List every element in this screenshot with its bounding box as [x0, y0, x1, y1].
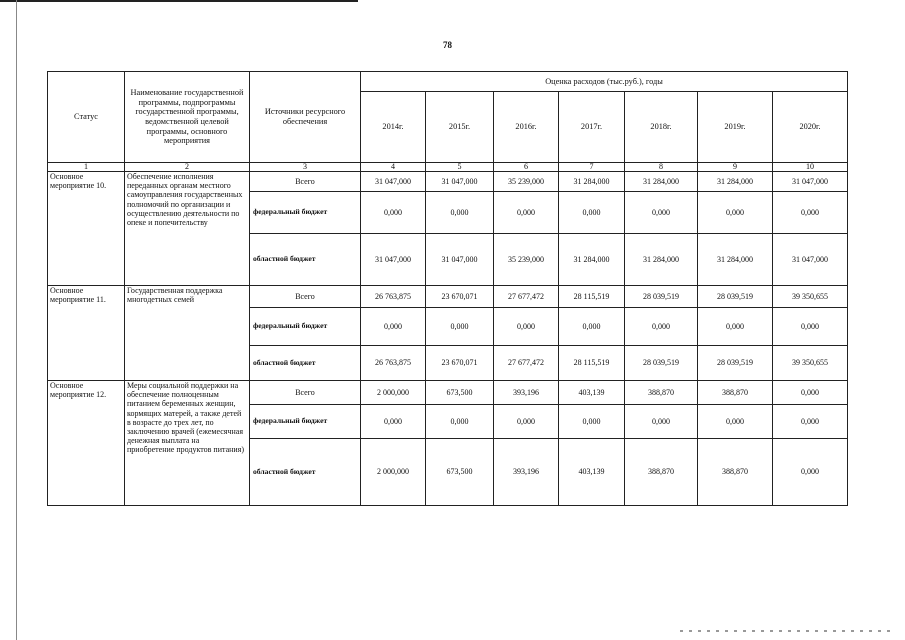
status-cell: Основное мероприятие 10. — [48, 172, 125, 286]
name-cell: Обеспечение исполнения переданных органам местного самоуправления государственных полномочий по организации и осуществлению деятельности по опеке и попечительству — [125, 172, 250, 286]
value-cell: 31 047,000 — [773, 234, 848, 286]
scan-edge-top — [0, 0, 358, 2]
header-year: 2020г. — [773, 92, 848, 163]
header-name: Наименование государственной программы, подпрограммы государственной программы, ведомственной целевой программы, основного мероприятия — [125, 72, 250, 163]
value-cell: 0,000 — [773, 381, 848, 405]
value-cell: 0,000 — [773, 308, 848, 346]
value-cell: 26 763,875 — [361, 286, 426, 308]
column-number: 4 — [361, 163, 426, 172]
value-cell: 28 039,519 — [698, 286, 773, 308]
value-cell: 403,139 — [559, 381, 625, 405]
value-cell: 28 039,519 — [625, 286, 698, 308]
column-number: 1 — [48, 163, 125, 172]
column-number: 7 — [559, 163, 625, 172]
table-row — [48, 172, 848, 192]
table-row — [48, 381, 848, 405]
value-cell: 31 047,000 — [773, 172, 848, 192]
column-number-row — [48, 163, 848, 172]
value-cell: 388,870 — [625, 439, 698, 506]
value-cell: 0,000 — [494, 405, 559, 439]
value-cell: 0,000 — [625, 405, 698, 439]
value-cell: 0,000 — [361, 308, 426, 346]
header-year: 2018г. — [625, 92, 698, 163]
value-cell: 31 284,000 — [559, 234, 625, 286]
value-cell: 35 239,000 — [494, 172, 559, 192]
header-estimate: Оценка расходов (тыс.руб.), годы — [361, 72, 848, 92]
value-cell: 403,139 — [559, 439, 625, 506]
column-number: 8 — [625, 163, 698, 172]
header-year: 2014г. — [361, 92, 426, 163]
value-cell: 26 763,875 — [361, 346, 426, 381]
value-cell: 31 284,000 — [625, 172, 698, 192]
value-cell: 35 239,000 — [494, 234, 559, 286]
value-cell: 39 350,655 — [773, 346, 848, 381]
name-cell: Государственная поддержка многодетных семей — [125, 286, 250, 381]
value-cell: 28 039,519 — [698, 346, 773, 381]
value-cell: 0,000 — [494, 308, 559, 346]
scan-noise — [680, 630, 890, 632]
header-year: 2019г. — [698, 92, 773, 163]
header-sources: Источники ресурсного обеспечения — [250, 72, 361, 163]
value-cell: 28 039,519 — [625, 346, 698, 381]
source-cell: Всего — [250, 286, 361, 308]
value-cell: 0,000 — [494, 192, 559, 234]
header-status: Статус — [48, 72, 125, 163]
scan-edge-left — [16, 0, 17, 640]
value-cell: 2 000,000 — [361, 381, 426, 405]
value-cell: 0,000 — [625, 308, 698, 346]
column-number: 5 — [426, 163, 494, 172]
value-cell: 28 115,519 — [559, 346, 625, 381]
value-cell: 0,000 — [426, 405, 494, 439]
header-year: 2016г. — [494, 92, 559, 163]
value-cell: 673,500 — [426, 439, 494, 506]
status-cell: Основное мероприятие 11. — [48, 286, 125, 381]
header-year: 2015г. — [426, 92, 494, 163]
value-cell: 0,000 — [559, 192, 625, 234]
source-cell: федеральный бюджет — [250, 192, 361, 234]
value-cell: 388,870 — [698, 381, 773, 405]
source-cell: федеральный бюджет — [250, 308, 361, 346]
column-number: 6 — [494, 163, 559, 172]
value-cell: 0,000 — [773, 405, 848, 439]
value-cell: 0,000 — [361, 192, 426, 234]
source-cell: областной бюджет — [250, 439, 361, 506]
value-cell: 31 047,000 — [426, 234, 494, 286]
source-cell: Всего — [250, 381, 361, 405]
source-cell: федеральный бюджет — [250, 405, 361, 439]
source-cell: Всего — [250, 172, 361, 192]
source-cell: областной бюджет — [250, 346, 361, 381]
value-cell: 23 670,071 — [426, 286, 494, 308]
value-cell: 0,000 — [698, 405, 773, 439]
value-cell: 673,500 — [426, 381, 494, 405]
value-cell: 2 000,000 — [361, 439, 426, 506]
value-cell: 0,000 — [698, 192, 773, 234]
value-cell: 393,196 — [494, 381, 559, 405]
column-number: 2 — [125, 163, 250, 172]
value-cell: 388,870 — [625, 381, 698, 405]
value-cell: 39 350,655 — [773, 286, 848, 308]
value-cell: 31 284,000 — [698, 172, 773, 192]
column-number: 3 — [250, 163, 361, 172]
value-cell: 0,000 — [773, 192, 848, 234]
value-cell: 0,000 — [698, 308, 773, 346]
source-cell: областной бюджет — [250, 234, 361, 286]
value-cell: 0,000 — [625, 192, 698, 234]
value-cell: 27 677,472 — [494, 346, 559, 381]
value-cell: 31 047,000 — [361, 234, 426, 286]
table-row — [48, 286, 848, 308]
value-cell: 388,870 — [698, 439, 773, 506]
value-cell: 27 677,472 — [494, 286, 559, 308]
value-cell: 28 115,519 — [559, 286, 625, 308]
value-cell: 31 284,000 — [559, 172, 625, 192]
header-year: 2017г. — [559, 92, 625, 163]
status-cell: Основное мероприятие 12. — [48, 381, 125, 506]
value-cell: 31 284,000 — [698, 234, 773, 286]
value-cell: 0,000 — [773, 439, 848, 506]
value-cell: 23 670,071 — [426, 346, 494, 381]
value-cell: 0,000 — [426, 192, 494, 234]
expenditure-table — [47, 71, 848, 506]
value-cell: 0,000 — [361, 405, 426, 439]
name-cell: Меры социальной поддержки на обеспечение полноценным питанием беременных женщин, кормящих матерей, а также детей в возрасте до трех лет, по заключению врачей (ежемесячная денежная выплата на приобретение продуктов питания) — [125, 381, 250, 506]
column-number: 10 — [773, 163, 848, 172]
page-number: 78 — [443, 40, 452, 50]
value-cell: 31 047,000 — [426, 172, 494, 192]
value-cell: 0,000 — [426, 308, 494, 346]
value-cell: 31 284,000 — [625, 234, 698, 286]
column-number: 9 — [698, 163, 773, 172]
value-cell: 31 047,000 — [361, 172, 426, 192]
value-cell: 0,000 — [559, 308, 625, 346]
value-cell: 393,196 — [494, 439, 559, 506]
value-cell: 0,000 — [559, 405, 625, 439]
